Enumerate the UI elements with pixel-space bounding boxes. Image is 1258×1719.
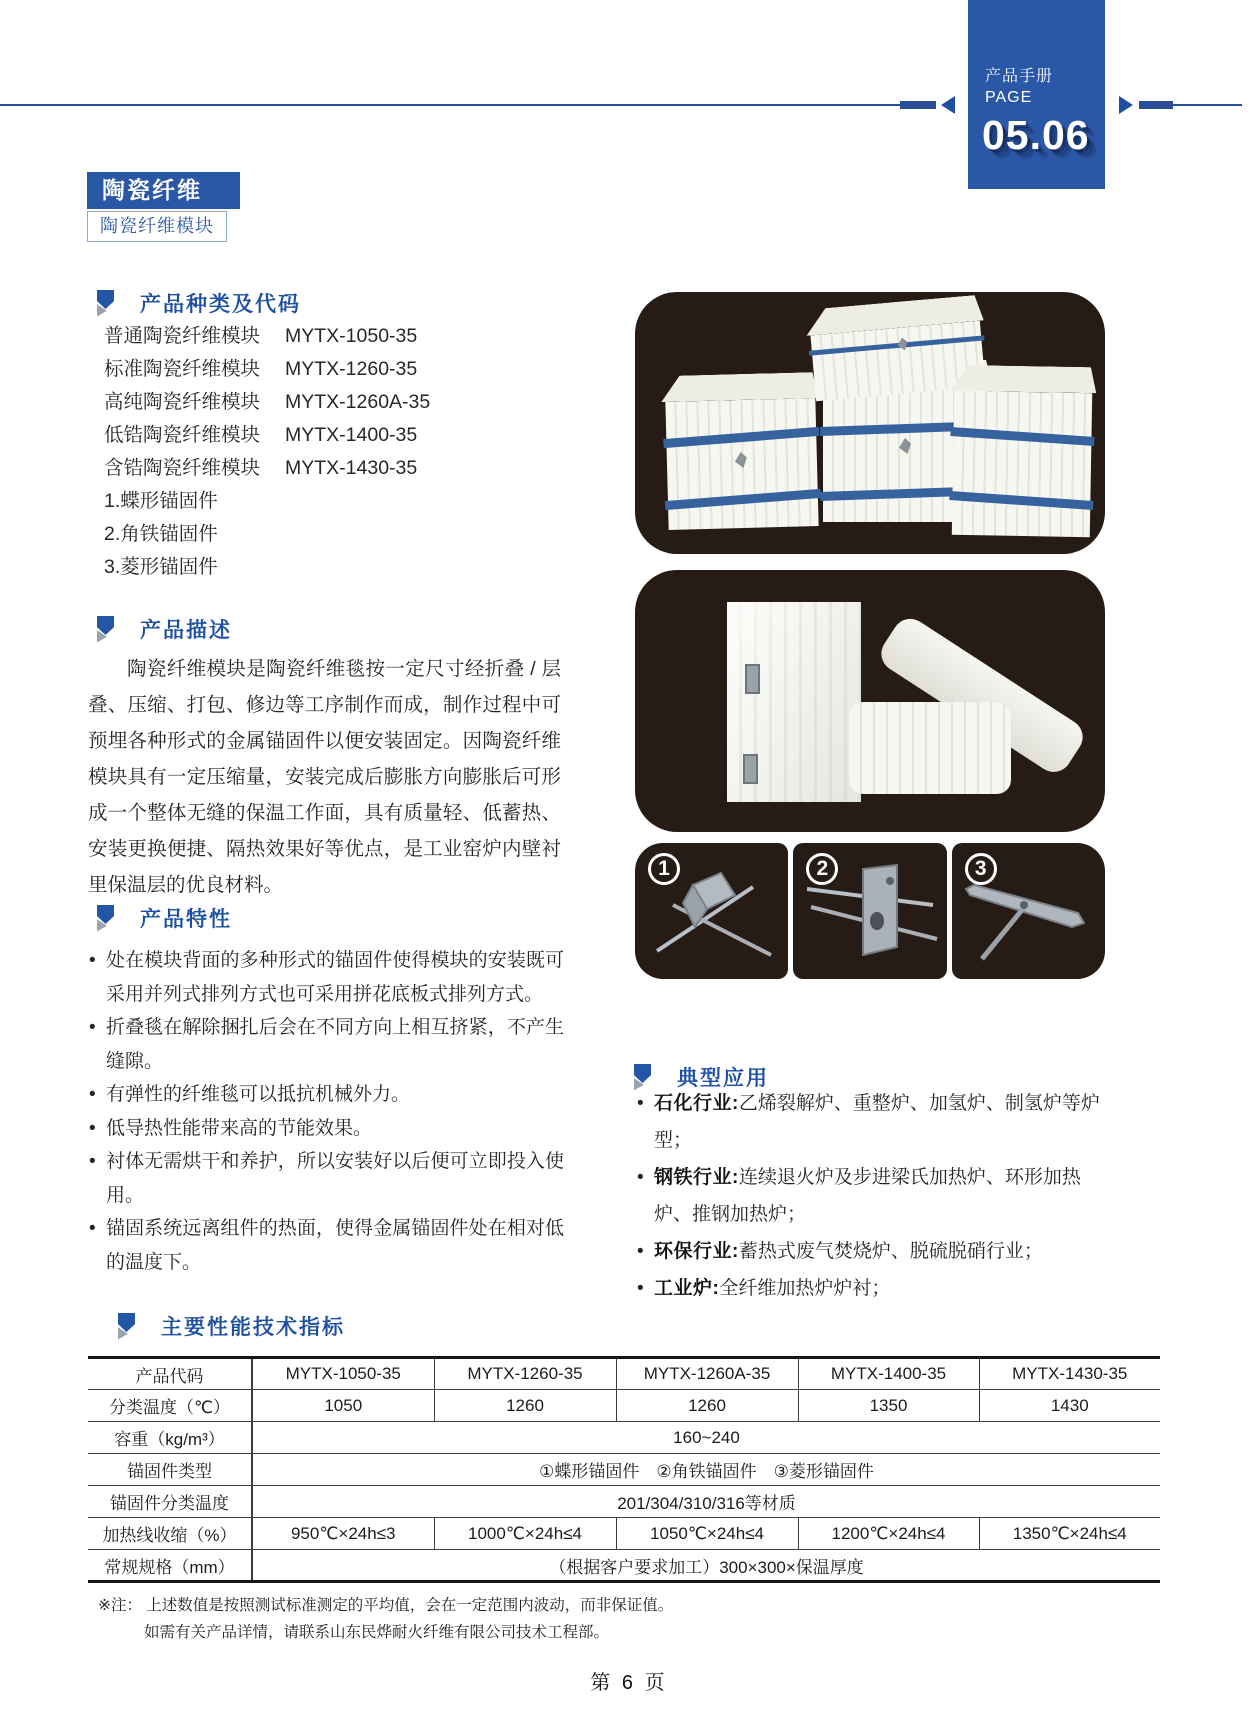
anchor-fitting (899, 438, 911, 454)
table-row (88, 1486, 1160, 1518)
feature-item (88, 1145, 564, 1212)
row-label: 锚固件类型 (88, 1454, 252, 1486)
arrow-right-icon (1119, 96, 1133, 114)
section-types-header (97, 288, 301, 318)
panel-number-badge: 2 (806, 853, 838, 885)
bullet-dot: • (637, 1093, 644, 1114)
row-label: 分类温度（℃） (88, 1390, 252, 1422)
table-cell: 1050℃×24h≤4 (616, 1518, 798, 1550)
table-cell: MYTX-1430-35 (979, 1358, 1160, 1390)
table-row (88, 1518, 1160, 1550)
wrapped-module-upright (727, 602, 861, 802)
anchor-panel-angle-iron (793, 843, 946, 979)
section-features-header (97, 903, 232, 933)
bullet-dot: • (637, 1167, 644, 1188)
page-number-large: 05.06 (982, 112, 1090, 158)
bullet-dot: • (637, 1241, 644, 1262)
feature-item (88, 944, 564, 1011)
table-cell: MYTX-1050-35 (252, 1358, 434, 1390)
product-code: MYTX-1050-35 (285, 325, 418, 347)
table-cell: 1350℃×24h≤4 (979, 1518, 1160, 1550)
table-cell-merged: 160~240 (252, 1422, 1160, 1454)
strap (950, 427, 1094, 446)
table-cell: 1000℃×24h≤4 (434, 1518, 616, 1550)
feature-item (88, 1011, 564, 1078)
anchor-type-item: 3.菱形锚固件 (104, 556, 218, 578)
bullet-dot: • (89, 1084, 96, 1105)
top-rule-left-thin (0, 104, 900, 106)
table-row (88, 1358, 1160, 1390)
feature-text: 低导热性能带来高的节能效果。 (106, 1117, 373, 1139)
bullet-dot: • (89, 1117, 96, 1139)
section-specs-title: 主要性能技术指标 (161, 1316, 345, 1339)
application-field: 工业炉: (654, 1278, 720, 1299)
section-description-header (97, 614, 232, 644)
table-cell: MYTX-1400-35 (798, 1358, 979, 1390)
application-desc: 全纤维加热炉炉衬； (719, 1278, 891, 1299)
panel-number-badge: 3 (965, 853, 997, 885)
table-cell: 1050 (252, 1390, 434, 1422)
application-item (637, 1233, 1111, 1270)
application-list (637, 1085, 1111, 1307)
strap (949, 491, 1093, 510)
product-code: MYTX-1260-35 (285, 358, 418, 380)
application-item (637, 1159, 1111, 1233)
strap (665, 489, 821, 510)
table-notes (98, 1592, 673, 1646)
table-cell: 1260 (434, 1390, 616, 1422)
product-code: MYTX-1260A-35 (285, 391, 431, 413)
bullet-dot: • (637, 1278, 644, 1299)
manual-label: 产品手册 PAGE (985, 68, 1054, 106)
application-item (637, 1085, 1111, 1159)
product-name: 高纯陶瓷纤维模块 (104, 391, 261, 413)
section-mark-icon (118, 1313, 135, 1340)
product-name: 标准陶瓷纤维模块 (104, 358, 261, 380)
bullet-dot: • (89, 1218, 96, 1239)
product-name: 含锆陶瓷纤维模块 (104, 457, 261, 479)
table-row (88, 1422, 1160, 1454)
page-number-box (968, 0, 1105, 189)
feature-text: 衬体无需烘干和养护，所以安装好以后便可立即投入使用。 (106, 1151, 564, 1206)
product-code: MYTX-1430-35 (285, 457, 418, 479)
application-field: 石化行业: (654, 1093, 739, 1114)
wrapped-module-flat (849, 702, 1011, 794)
feature-text: 处在模块背面的多种形式的锚固件使得模块的安装既可采用并列式排列方式也可采用拼花底板式排列方式。 (106, 950, 564, 1005)
product-code-list (104, 320, 430, 584)
category-title: 陶瓷纤维 (87, 172, 240, 209)
anchor-fitting (735, 452, 747, 468)
note-line-1: ※注： 上述数值是按照测试标准测定的平均值，会在一定范围内波动，而非保证值。 (98, 1597, 674, 1614)
section-features-title: 产品特性 (140, 908, 232, 931)
feature-list (88, 944, 564, 1279)
table-row (88, 1550, 1160, 1582)
anchor-panel-diamond (952, 843, 1105, 979)
table-cell: 950℃×24h≤3 (252, 1518, 434, 1550)
section-types-title: 产品种类及代码 (140, 293, 301, 316)
spec-table (88, 1356, 1160, 1583)
product-row (104, 386, 430, 419)
feature-text: 锚固系统远离组件的热面，使得金属锚固件处在相对低的温度下。 (106, 1218, 564, 1273)
product-row (104, 320, 430, 353)
fiber-block (665, 398, 818, 530)
table-cell: 1430 (979, 1390, 1160, 1422)
note-line-2: 如需有关产品详情，请联系山东民烨耐火纤维有限公司技术工程部。 (144, 1624, 610, 1641)
subcategory-title: 陶瓷纤维模块 (87, 211, 227, 242)
top-rule-right-thick (1139, 101, 1173, 109)
table-cell-merged: ①蝶形锚固件 ②角铁锚固件 ③菱形锚固件 (252, 1454, 1160, 1486)
section-mark-icon (97, 616, 114, 643)
feature-item (88, 1078, 564, 1112)
feature-item (88, 1212, 564, 1279)
table-cell: 1200℃×24h≤4 (798, 1518, 979, 1550)
table-cell: 1260 (616, 1390, 798, 1422)
feature-item (88, 1112, 564, 1146)
product-row (104, 353, 430, 386)
row-label: 容重（kg/m³） (88, 1422, 252, 1454)
feature-text: 折叠毯在解除捆扎后会在不同方向上相互挤紧，不产生缝隙。 (106, 1017, 564, 1072)
arrow-left-icon (941, 96, 955, 114)
anchor-panel-butterfly (635, 843, 788, 979)
table-cell-merged: 201/304/310/316等材质 (252, 1486, 1160, 1518)
metal-bracket (743, 754, 758, 784)
table-cell: MYTX-1260A-35 (616, 1358, 798, 1390)
anchor-type-item: 1.蝶形锚固件 (104, 490, 218, 512)
panel-number-badge: 1 (648, 853, 680, 885)
section-applications-title: 典型应用 (677, 1067, 769, 1090)
section-description-title: 产品描述 (140, 619, 232, 642)
product-photo-wrapped (635, 570, 1105, 832)
top-rule-right-thin (1173, 104, 1242, 106)
table-cell: MYTX-1260-35 (434, 1358, 616, 1390)
row-label: 锚固件分类温度 (88, 1486, 252, 1518)
product-photo-modules (635, 292, 1105, 554)
application-desc: 蓄热式废气焚烧炉、脱硫脱硝行业； (738, 1241, 1043, 1262)
fiber-block (952, 391, 1092, 537)
application-field: 钢铁行业: (654, 1167, 739, 1188)
feature-text: 有弹性的纤维毯可以抵抗机械外力。 (106, 1084, 411, 1105)
metal-bracket (745, 664, 760, 694)
application-desc: 乙烯裂解炉、重整炉、加氢炉、制氢炉等炉型； (654, 1093, 1100, 1151)
row-label: 常规规格（mm） (88, 1550, 252, 1582)
product-row (104, 419, 430, 452)
table-cell: 1350 (798, 1390, 979, 1422)
application-desc: 连续退火炉及步进梁氏加热炉、环形加热炉、推钢加热炉； (654, 1167, 1081, 1225)
strap (663, 427, 819, 448)
bullet-dot: • (89, 950, 96, 971)
section-mark-icon (97, 905, 114, 932)
section-specs-header (118, 1311, 345, 1341)
row-label: 产品代码 (88, 1358, 252, 1390)
anchor-panels (635, 843, 1105, 979)
bullet-dot: • (89, 1017, 96, 1038)
row-label: 加热线收缩（%） (88, 1518, 252, 1550)
footer-page-number: 第 6 页 (590, 1672, 668, 1694)
section-mark-icon (97, 290, 114, 317)
application-field: 环保行业: (654, 1241, 739, 1262)
description-paragraph: 陶瓷纤维模块是陶瓷纤维毯按一定尺寸经折叠 / 层叠、压缩、打包、修边等工序制作而成，制作过程中可预埋各种形式的金属锚固件以便安装固定。因陶瓷纤维模块具有一定压缩量，安装完成后膨胀方向膨胀后可形成一个整体无缝的保温工作面，具有质量轻、低蓄热、安装更换便捷、隔热效果好等优点，是工业窑炉内壁衬里保温层的优良材料。 (88, 658, 561, 896)
top-rule-left-thick (900, 101, 936, 109)
table-cell-merged: （根据客户要求加工）300×300×保温厚度 (549, 1557, 864, 1577)
product-name: 低锆陶瓷纤维模块 (104, 424, 261, 446)
bullet-dot: • (89, 1151, 96, 1172)
anchor-type-item: 2.角铁锚固件 (104, 523, 218, 545)
table-row (88, 1390, 1160, 1422)
product-code: MYTX-1400-35 (285, 424, 418, 446)
table-row (88, 1454, 1160, 1486)
strap (809, 335, 985, 355)
product-row (104, 452, 430, 485)
anchor-fitting (897, 337, 908, 351)
application-item (637, 1270, 1111, 1307)
product-name: 普通陶瓷纤维模块 (104, 325, 261, 347)
